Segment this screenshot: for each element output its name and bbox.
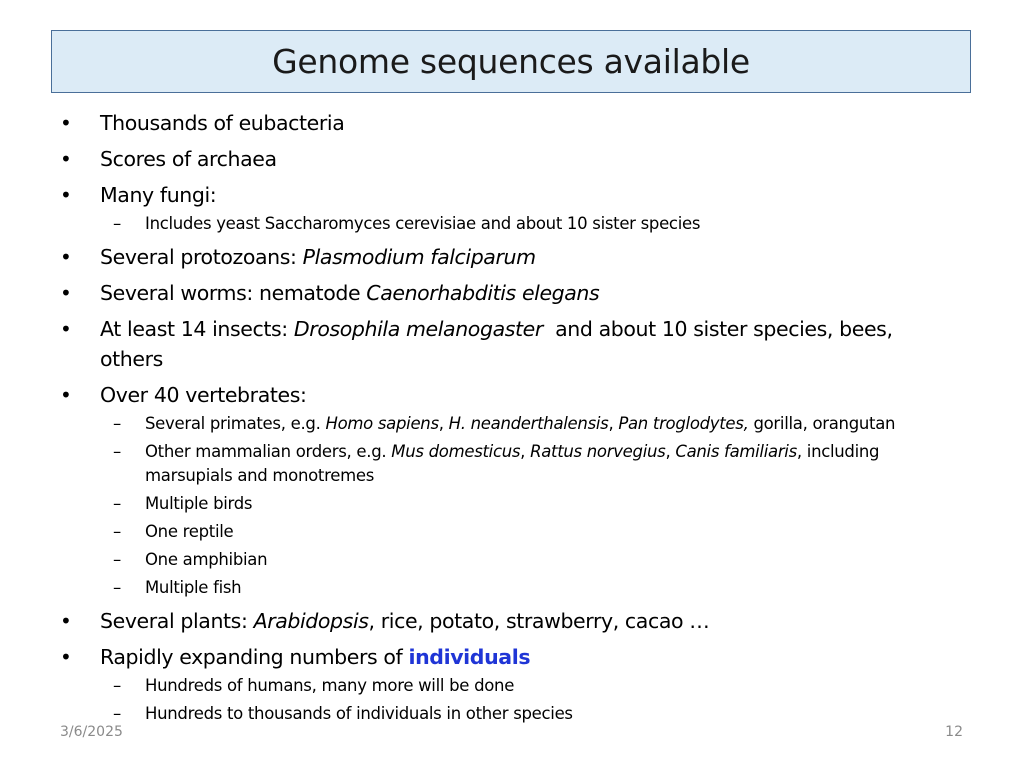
- bullet-insects: • At least 14 insects: Drosophila melanogaster and about 10 sister species, bees, others: [60, 314, 960, 374]
- bullet-icon: •: [60, 383, 72, 407]
- slide-number: 12: [945, 724, 963, 740]
- bullet-icon: •: [60, 317, 72, 341]
- dash-icon: –: [113, 578, 121, 597]
- bullet-protozoa: • Several protozoans: Plasmodium falciparum: [60, 242, 960, 272]
- title-box: [51, 30, 971, 93]
- sub-bullet-other-species: – Hundreds to thousands of individuals in other species: [60, 702, 960, 726]
- dash-icon: –: [113, 522, 121, 541]
- dash-icon: –: [113, 442, 121, 461]
- dash-icon: –: [113, 676, 121, 695]
- bullet-plants: • Several plants: Arabidopsis, rice, potato, strawberry, cacao …: [60, 606, 960, 636]
- sub-bullet-birds: – Multiple birds: [60, 492, 960, 516]
- bullet-icon: •: [60, 147, 72, 171]
- bullet-vertebrates: • Over 40 vertebrates:: [60, 380, 960, 410]
- bullet-icon: •: [60, 245, 72, 269]
- bullet-archaea: • Scores of archaea: [60, 144, 960, 174]
- slide-title: Genome sequences available: [272, 42, 750, 81]
- dash-icon: –: [113, 414, 121, 433]
- bullet-icon: •: [60, 609, 72, 633]
- bullet-fungi: • Many fungi:: [60, 180, 960, 210]
- bullet-list: [60, 108, 960, 730]
- bullet-eubacteria: • Thousands of eubacteria: [60, 108, 960, 138]
- dash-icon: –: [113, 214, 121, 233]
- dash-icon: –: [113, 550, 121, 569]
- sub-bullet-amphibian: – One amphibian: [60, 548, 960, 572]
- footer-date: 3/6/2025: [60, 724, 123, 740]
- bullet-icon: •: [60, 645, 72, 669]
- bullet-worms: • Several worms: nematode Caenorhabditis elegans: [60, 278, 960, 308]
- sub-bullet-reptile: – One reptile: [60, 520, 960, 544]
- sub-bullet-fish: – Multiple fish: [60, 576, 960, 600]
- sub-bullet-yeast: – Includes yeast Saccharomyces cerevisiae and about 10 sister species: [60, 212, 960, 236]
- highlight-individuals: individuals: [408, 645, 531, 669]
- sub-bullet-primates: – Several primates, e.g. Homo sapiens, H. neanderthalensis, Pan troglodytes, gorilla, orangutan: [60, 412, 960, 436]
- bullet-icon: •: [60, 111, 72, 135]
- bullet-icon: •: [60, 281, 72, 305]
- bullet-individuals: • Rapidly expanding numbers of individuals: [60, 642, 960, 672]
- sub-bullet-humans: – Hundreds of humans, many more will be done: [60, 674, 960, 698]
- dash-icon: –: [113, 704, 121, 723]
- bullet-icon: •: [60, 183, 72, 207]
- dash-icon: –: [113, 494, 121, 513]
- sub-bullet-mammals: – Other mammalian orders, e.g. Mus domesticus, Rattus norvegius, Canis familiaris, including marsupials and monotremes: [113, 442, 880, 485]
